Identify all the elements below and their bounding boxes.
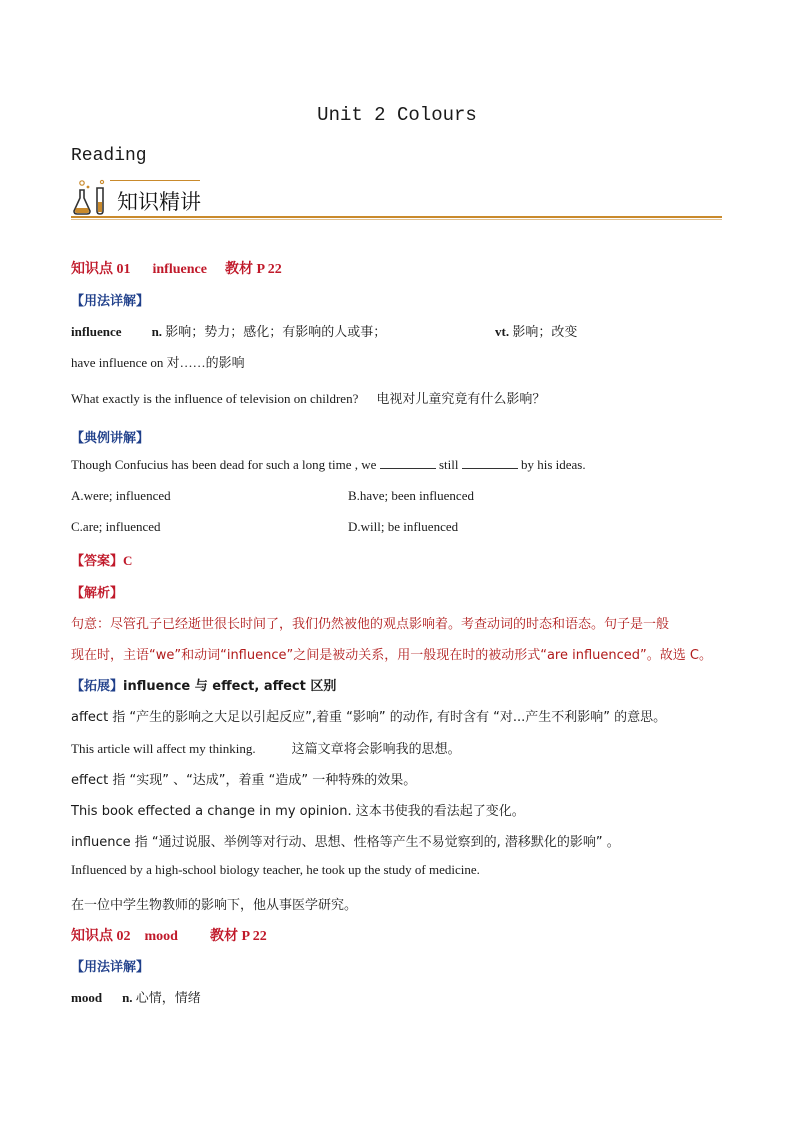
influence-example-en: Influenced by a high-school biology teacher, he took up the study of medicine. bbox=[71, 862, 480, 877]
influence-explanation: influence 指 “通过说服、举例等对行动、思想、性格等产生不易觉察到的, 潜移默化的影响” 。 bbox=[71, 835, 620, 850]
extend-heading: 【拓展】influence 与 effect, affect 区别 bbox=[71, 679, 337, 694]
section-heading: Reading bbox=[71, 146, 147, 166]
answer-line: 【答案】C bbox=[71, 553, 133, 569]
kp1-question: Though Confucius has been dead for such a long time , we still by his ideas. bbox=[71, 457, 586, 472]
kp1-example: What exactly is the influence of television on children? 电视对儿童究竟有什么影响？ bbox=[71, 391, 546, 407]
effect-explanation: effect 指 “实现” 、“达成”，着重 “造成” 一种特殊的效果。 bbox=[71, 773, 417, 788]
analysis-line-2: 现在时，主语“we”和动词“influence”之间是被动关系，用一般现在时的被动形式“are influenced”。故选 C。 bbox=[71, 648, 712, 663]
kp2-usage-label: 【用法详解】 bbox=[71, 960, 150, 975]
option-c: C.are; influenced bbox=[71, 519, 161, 534]
kp2-header: 知识点 02 mood 教材 P 22 bbox=[71, 929, 267, 944]
kp1-example-label: 【典例讲解】 bbox=[71, 431, 150, 446]
banner-divider-thin bbox=[71, 219, 722, 220]
banner-divider bbox=[71, 216, 722, 218]
option-d: D.will; be influenced bbox=[348, 519, 459, 534]
answer-blank-1 bbox=[380, 457, 436, 469]
effect-example: This book effected a change in my opinion. 这本书使我的看法起了变化。 bbox=[71, 804, 525, 819]
banner-label: 知识精讲 bbox=[117, 190, 201, 214]
kp2-definition: mood n. 心情，情绪 bbox=[71, 990, 201, 1006]
kp1-phrase: have influence on 对……的影响 bbox=[71, 355, 245, 370]
option-a: A.were; influenced bbox=[71, 488, 171, 503]
affect-example: This article will affect my thinking. 这篇文章将会影响我的思想。 bbox=[71, 741, 461, 757]
analysis-label: 【解析】 bbox=[71, 586, 124, 601]
influence-example-cn: 在一位中学生物教师的影响下，他从事医学研究。 bbox=[71, 898, 358, 913]
kp1-definition-vt: vt. 影响；改变 bbox=[495, 324, 578, 340]
kp1-definition: influence n. 影响；势力；感化；有影响的人或事； bbox=[71, 324, 387, 340]
lab-flask-icon bbox=[71, 178, 111, 216]
page-title: Unit 2 Colours bbox=[317, 104, 477, 126]
analysis-line-1: 句意：尽管孔子已经逝世很长时间了，我们仍然被他的观点影响着。考查动词的时态和语态。句子是一般 bbox=[71, 617, 670, 632]
kp1-usage-label: 【用法详解】 bbox=[71, 294, 150, 309]
banner-accent-line bbox=[110, 180, 200, 181]
answer-blank-2 bbox=[462, 457, 518, 469]
affect-explanation: affect 指 “产生的影响之大足以引起反应”,着重 “影响” 的动作, 有时含有 “对...产生不利影响” 的意思。 bbox=[71, 710, 667, 725]
kp1-header: 知识点 01 influence 教材 P 22 bbox=[71, 262, 282, 277]
option-b: B.have; been influenced bbox=[348, 488, 474, 503]
